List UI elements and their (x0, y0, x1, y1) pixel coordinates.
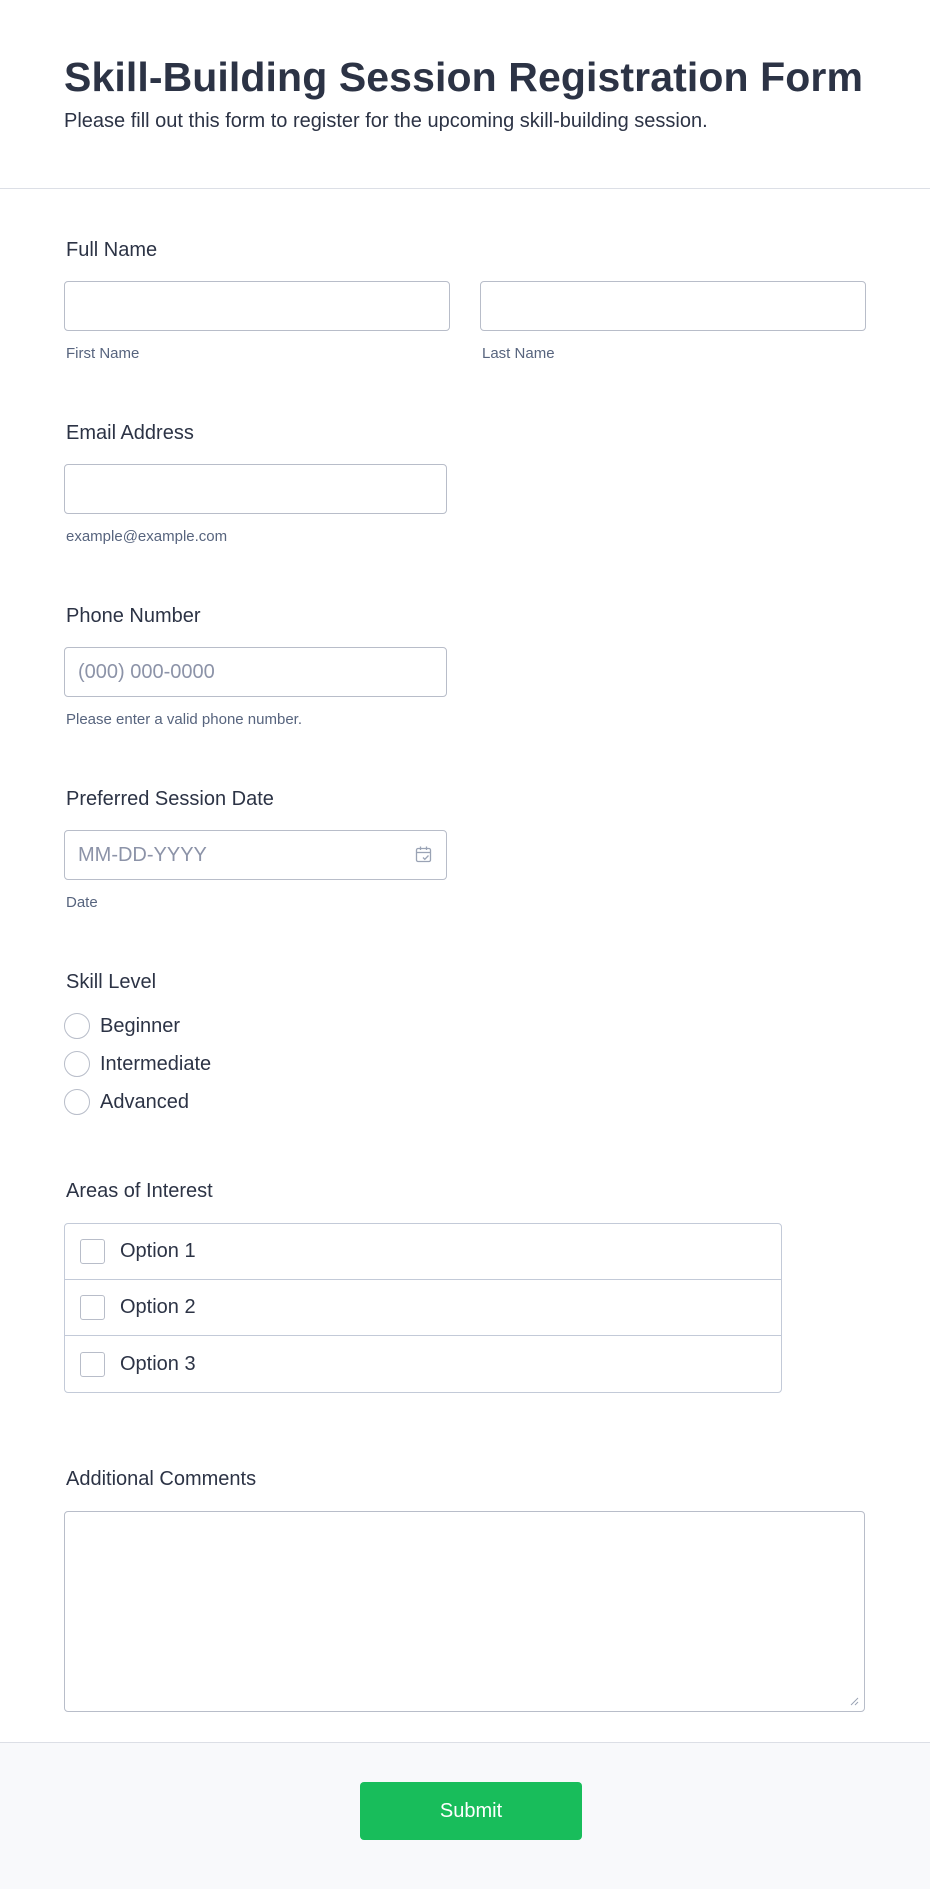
checkbox-label: Option 1 (120, 1240, 196, 1262)
submit-button[interactable]: Submit (360, 1782, 582, 1840)
calendar-icon[interactable] (414, 845, 434, 865)
email-sublabel: example@example.com (66, 528, 228, 545)
email-input[interactable] (64, 464, 447, 514)
radio-label: Beginner (100, 1014, 181, 1037)
phone-label: Phone Number (66, 605, 201, 627)
phone-sublabel: Please enter a valid phone number. (66, 711, 302, 728)
comments-textarea[interactable] (64, 1511, 865, 1712)
skill-level-option-intermediate[interactable] (64, 1050, 211, 1078)
radio-label: Advanced (100, 1090, 189, 1113)
email-label: Email Address (66, 422, 194, 444)
resize-grip-icon[interactable] (849, 1696, 859, 1706)
interest-option-1[interactable] (65, 1224, 781, 1280)
skill-level-label: Skill Level (66, 971, 157, 993)
radio-label: Intermediate (100, 1052, 212, 1075)
checkbox-label: Option 2 (120, 1296, 196, 1318)
session-date-input[interactable] (64, 830, 447, 880)
radio-button[interactable] (64, 1089, 90, 1115)
last-name-input[interactable] (480, 281, 866, 331)
checkbox[interactable] (80, 1239, 105, 1264)
skill-level-option-advanced[interactable] (64, 1088, 189, 1116)
form-title: Skill-Building Session Registration Form (64, 54, 864, 100)
checkbox[interactable] (80, 1295, 105, 1320)
interest-option-2[interactable] (65, 1280, 781, 1336)
session-date-sublabel: Date (66, 894, 98, 911)
radio-button[interactable] (64, 1013, 90, 1039)
checkbox-label: Option 3 (120, 1352, 196, 1375)
interests-checkbox-group (64, 1223, 782, 1393)
skill-level-option-beginner[interactable] (64, 1012, 180, 1040)
checkbox[interactable] (80, 1352, 105, 1377)
phone-input[interactable] (64, 647, 447, 697)
form-subtitle: Please fill out this form to register for the upcoming skill-building session. (64, 110, 708, 132)
comments-label: Additional Comments (66, 1468, 257, 1490)
last-name-sublabel: Last Name (482, 345, 555, 362)
form-header (0, 0, 930, 189)
first-name-input[interactable] (64, 281, 450, 331)
interest-option-3[interactable] (65, 1336, 781, 1392)
session-date-label: Preferred Session Date (66, 788, 274, 810)
first-name-sublabel: First Name (66, 345, 140, 362)
interests-label: Areas of Interest (66, 1180, 213, 1202)
full-name-label: Full Name (66, 239, 158, 261)
radio-button[interactable] (64, 1051, 90, 1077)
